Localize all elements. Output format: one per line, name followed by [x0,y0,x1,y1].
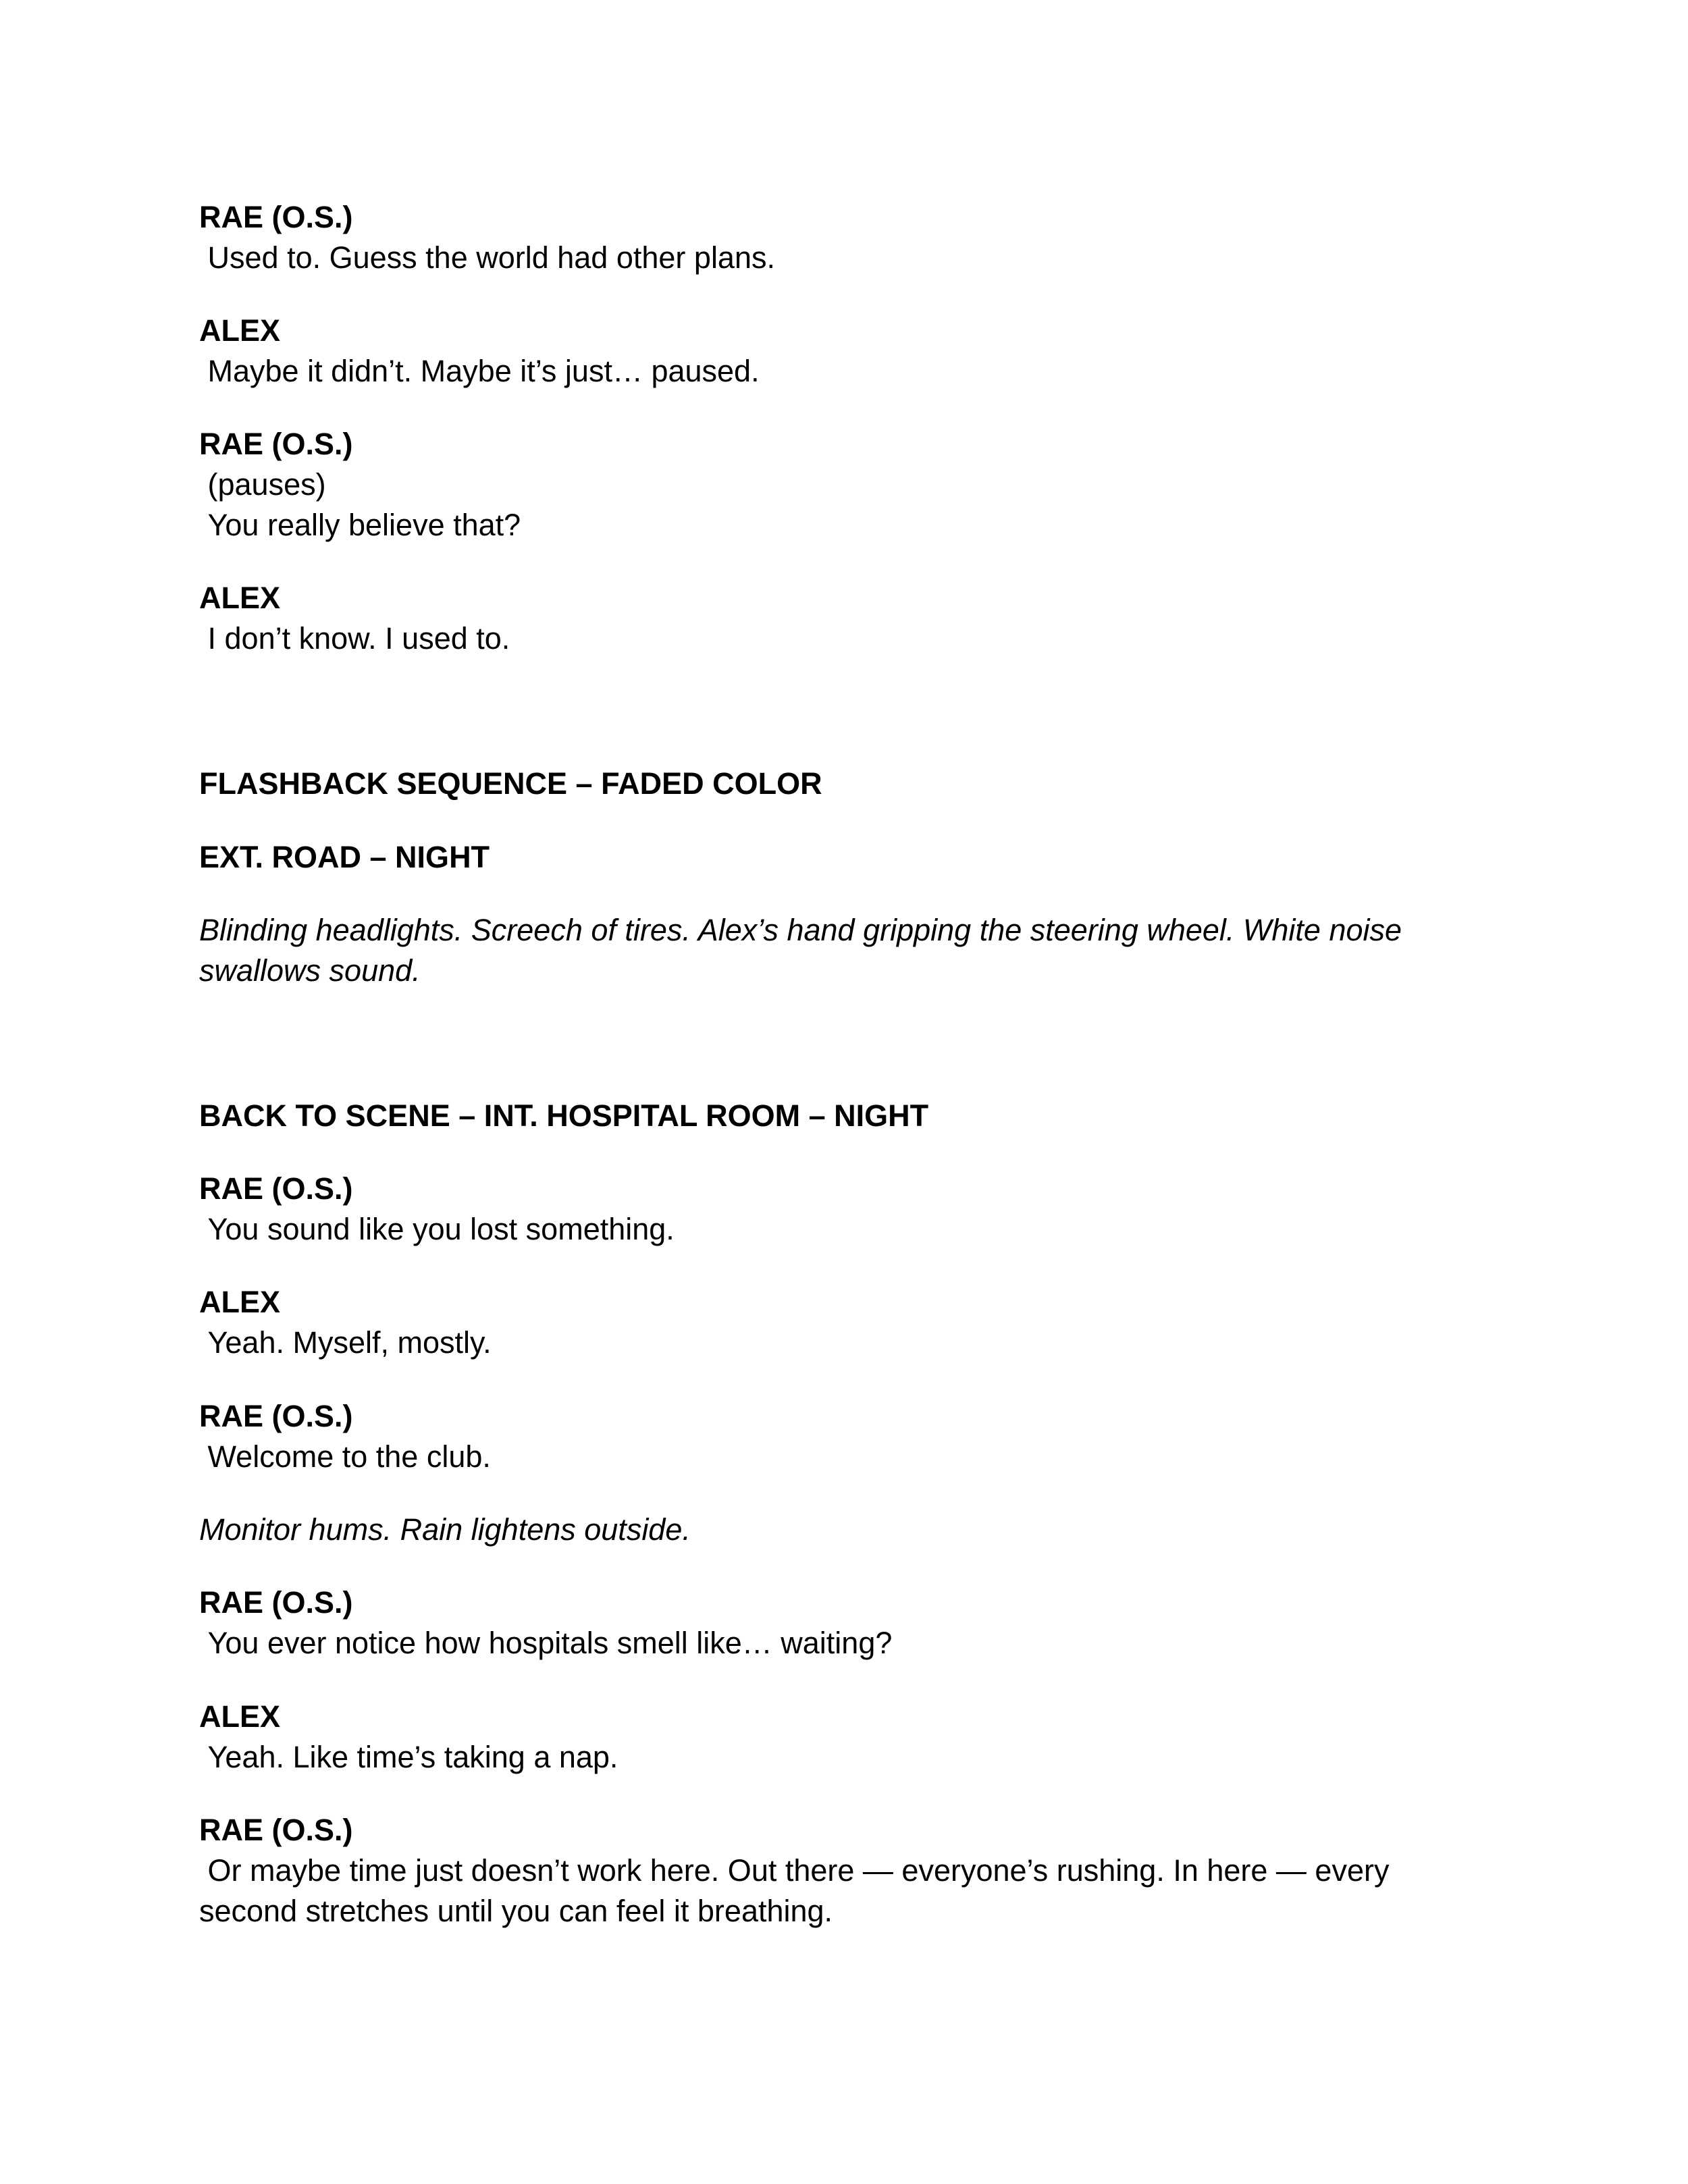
scene-heading: BACK TO SCENE – INT. HOSPITAL ROOM – NIGHT [199,1098,929,1133]
character-cue: ALEX [199,581,281,615]
character-cue: RAE (O.S.) [199,1585,353,1620]
scene-heading: EXT. ROAD – NIGHT [199,840,490,874]
character-cue: RAE (O.S.) [199,1399,353,1433]
dialogue-line: Yeah. Like time’s taking a nap. [199,1740,618,1774]
dialogue-line: Yeah. Myself, mostly. [199,1325,492,1360]
character-cue: RAE (O.S.) [199,200,353,234]
dialogue-line: You ever notice how hospitals smell like… waiting? [199,1626,893,1660]
dialogue-line: Used to. Guess the world had other plans. [199,240,775,275]
character-cue: RAE (O.S.) [199,427,353,461]
action-line: Monitor hums. Rain lightens outside. [199,1512,691,1547]
dialogue-line: I don’t know. I used to. [199,621,510,656]
dialogue-line: Welcome to the club. [199,1439,491,1474]
dialogue-line: Or maybe time just doesn’t work here. Out there — everyone’s rushing. In here — every second stretches until you can feel it breathing. [199,1853,1398,1928]
action-line: Blinding headlights. Screech of tires. Alex’s hand gripping the steering wheel. White noise swallows sound. [199,913,1410,988]
character-cue: ALEX [199,1285,281,1319]
character-cue: ALEX [199,313,281,348]
scene-heading: FLASHBACK SEQUENCE – FADED COLOR [199,766,822,801]
parenthetical: (pauses) [199,467,326,502]
character-cue: RAE (O.S.) [199,1813,353,1847]
dialogue-line: You sound like you lost something. [199,1212,675,1246]
dialogue-line: You really believe that? [199,508,521,542]
dialogue-line: Maybe it didn’t. Maybe it’s just… paused. [199,354,760,388]
character-cue: ALEX [199,1699,281,1734]
character-cue: RAE (O.S.) [199,1171,353,1206]
